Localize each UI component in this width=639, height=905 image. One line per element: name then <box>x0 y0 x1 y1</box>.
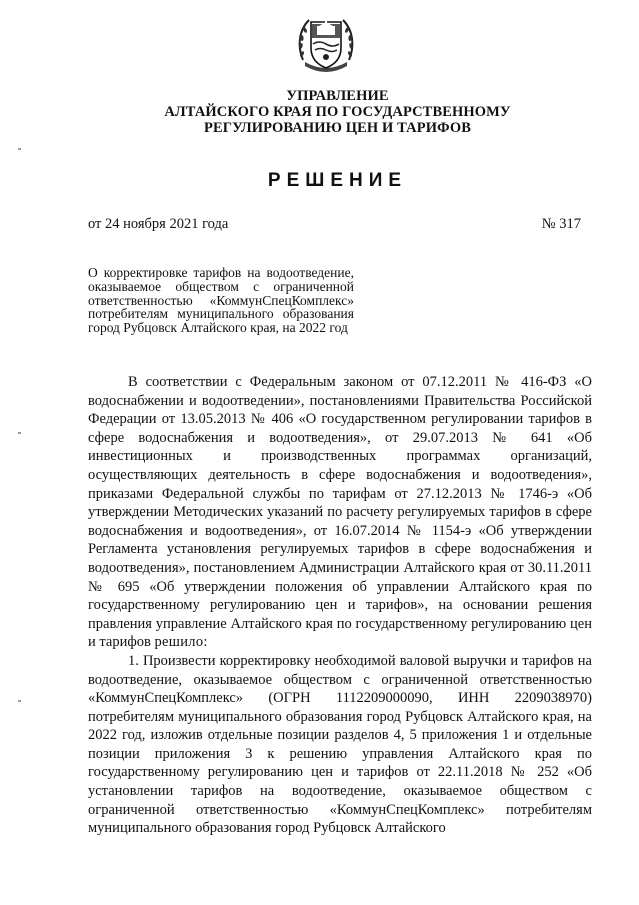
body-paragraph-item-1: 1. Произвести корректировку необходимой валовой выручки и тарифов на водоотведение, оказываемое обществом с ограниченной ответственностью «КоммунСпецКомплекс» (ОГРН 1112209000090, ИНН 2209038970) потребителям муниципального образования город Рубцовск Алтайского края, на 2022 год, изложив отдельные позиции разделов 4, 5 приложения 1 и отдельные позиции приложения 3 к решению управления Алтайского края по государственному регулированию цен и тарифов от 22.11.2018 № 252 «Об установлении тарифов на водоотведение, оказываемое обществом с ограниченной ответственностью «КоммунСпецКомплекс» потребителям муниципального образования город Рубцовск Алтайского <box>88 652 592 837</box>
scan-edge-mark <box>18 700 21 702</box>
document-type-title: РЕШЕНИЕ <box>267 170 408 191</box>
body-paragraph-preamble <box>88 373 592 652</box>
scan-edge-mark <box>18 432 21 434</box>
scan-edge-mark <box>18 148 21 150</box>
document-number: № 317 <box>541 216 581 232</box>
document-date: от 24 ноября 2021 года <box>88 216 229 232</box>
org-name-line-2: АЛТАЙСКОГО КРАЯ ПО ГОСУДАРСТВЕННОМУ <box>164 104 511 120</box>
preamble-text: В соответствии с Федеральным законом от 07.12.2011 № 416-ФЗ «О водоснабжении и водоотведении», постановлениями Правительства Российской Федерации от 13.05.2013 № 406 «О государственном регулировании тарифов в сфере водоснабжения и водоотведения», от 29.07.2013 № 641 «Об инвестиционных и производственных программах организаций, осуществляющих деятельность в сфере водоснабжения и водоотведения», приказами Федеральной службы по тарифам от 27.12.2013 № 1746-э «Об утверждении Методических указаний по расчету регулируемых тарифов в сфере водоснабжения и водоотведения», от 16.07.2014 № 1154-э «Об утверждении Регламента установления регулируемых тарифов в сфере водоснабжения и водоотведения», постановлением Администрации Алтайского края от 30.11.2011 № 695 «Об утверждении положения об управлении Алтайского края по государственному регулированию цен и тарифов», на основании решения правления управление Алтайского края по государственному регулированию цен и тарифов <box>88 374 592 651</box>
altai-krai-coat-of-arms-icon <box>293 10 359 80</box>
document-subject: О корректировке тарифов на водоотведение, оказываемое обществом с ограниченной ответственностью «КоммунСпецКомплекс» потребителям муниципального образования город Рубцовск Алтайского края, на 2022 год <box>88 265 354 336</box>
org-name-line-3: РЕГУЛИРОВАНИЮ ЦЕН И ТАРИФОВ <box>204 120 471 136</box>
resolved-word: решило: <box>154 634 208 651</box>
org-name-line-1: УПРАВЛЕНИЕ <box>286 88 389 104</box>
document-body <box>88 373 592 838</box>
